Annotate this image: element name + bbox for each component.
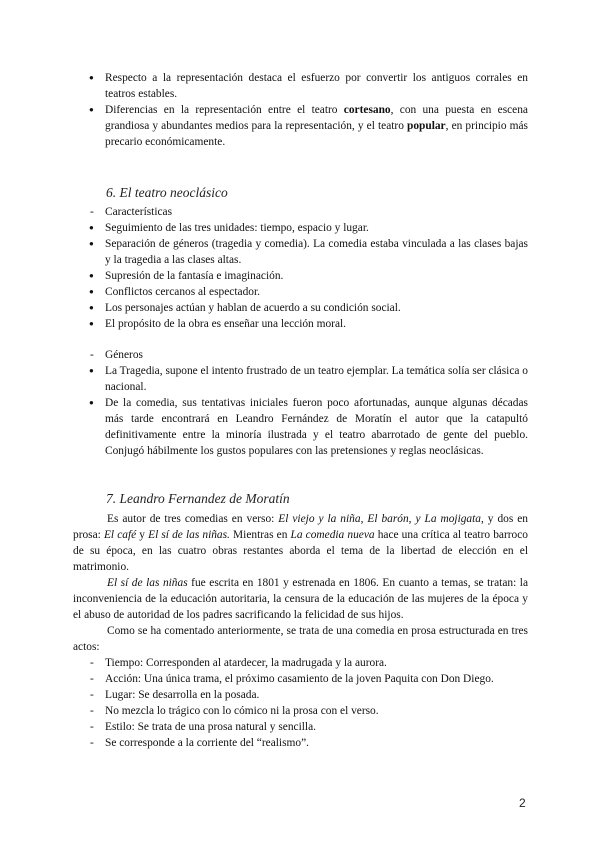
paragraph: Es autor de tres comedias en verso: El viejo y la niña, El barón, y La mojigata, y dos en prosa: El café y El sí de las niñas. Mientras en La comedia nueva hace una crítica al teatro barroco de su época, en las cuatro obras restantes aborda el tema de la libertad de elección en el matrimonio. [73,513,528,573]
list-item: ● Diferencias en la representación entre el teatro cortesano, con una puesta en escena grandiosa y abundantes medios para la representación, y el teatro popular, en principio más precario económicamente. [73,102,528,150]
paragraph: El sí de las niñas fue escrita en 1801 y estrenada en 1806. En cuanto a temas, se tratan: la inconveniencia de la educación autoritaria, la censura de la educación de las mujeres de la época y el abuso de autoridad de los padres sacrificando la felicidad de sus hijos. [73,577,528,621]
list-item: - Tiempo: Corresponden al atardecer, la madrugada y la aurora. [73,655,528,671]
list-item: - Lugar: Se desarrolla en la posada. [73,687,528,703]
list-item: ● La Tragedia, supone el intento frustrado de un teatro ejemplar. La temática solía ser clásica o nacional. [73,363,528,395]
list-item: ● Conflictos cercanos al espectador. [73,284,528,300]
previous-section-list [73,70,528,150]
list-item: - No mezcla lo trágico con lo cómico ni la prosa con el verso. [73,703,528,719]
list-item: ● Seguimiento de las tres unidades: tiempo, espacio y lugar. [73,220,528,236]
list-item: ● Los personajes actúan y hablan de acuerdo a su condición social. [73,300,528,316]
genres-label: - Géneros [73,347,528,363]
page-number: 2 [519,796,526,810]
list-item: - Se corresponde a la corriente del “realismo”. [73,735,528,751]
paragraph: Como se ha comentado anteriormente, se trata de una comedia en prosa estructurada en tres actos: [73,625,528,653]
list-item: ● Respecto a la representación destaca el esfuerzo por convertir los antiguos corrales en teatros estables. [73,70,528,102]
section-6-heading: 6. El teatro neoclásico [106,185,228,200]
section-7-body [73,511,528,751]
genres-block [73,347,528,459]
list-item: - Acción: Una única trama, el próximo casamiento de la joven Paquita con Don Diego. [73,671,528,687]
list-item: ● De la comedia, sus tentativas iniciales fueron poco afortunadas, aunque algunas décadas más tarde encontrará en Leandro Fernández de Moratín el autor que la catapultó definitivamente entre la minoría ilustrada y el teatro abarrotado de gente del pueblo. Conjugó hábilmente los gustos populares con las pretensiones y reglas neoclásicas. [73,395,528,459]
characteristics-label: - Características [73,204,528,220]
list-item: ● El propósito de la obra es enseñar una lección moral. [73,316,528,332]
list-item: - Estilo: Se trata de una prosa natural y sencilla. [73,719,528,735]
characteristics-block [73,204,528,332]
list-item: ● Supresión de la fantasía e imaginación. [73,268,528,284]
section-7-heading: 7. Leandro Fernandez de Moratín [106,491,290,506]
list-item: ● Separación de géneros (tragedia y comedia). La comedia estaba vinculada a las clases bajas y la tragedia a las clases altas. [73,236,528,268]
